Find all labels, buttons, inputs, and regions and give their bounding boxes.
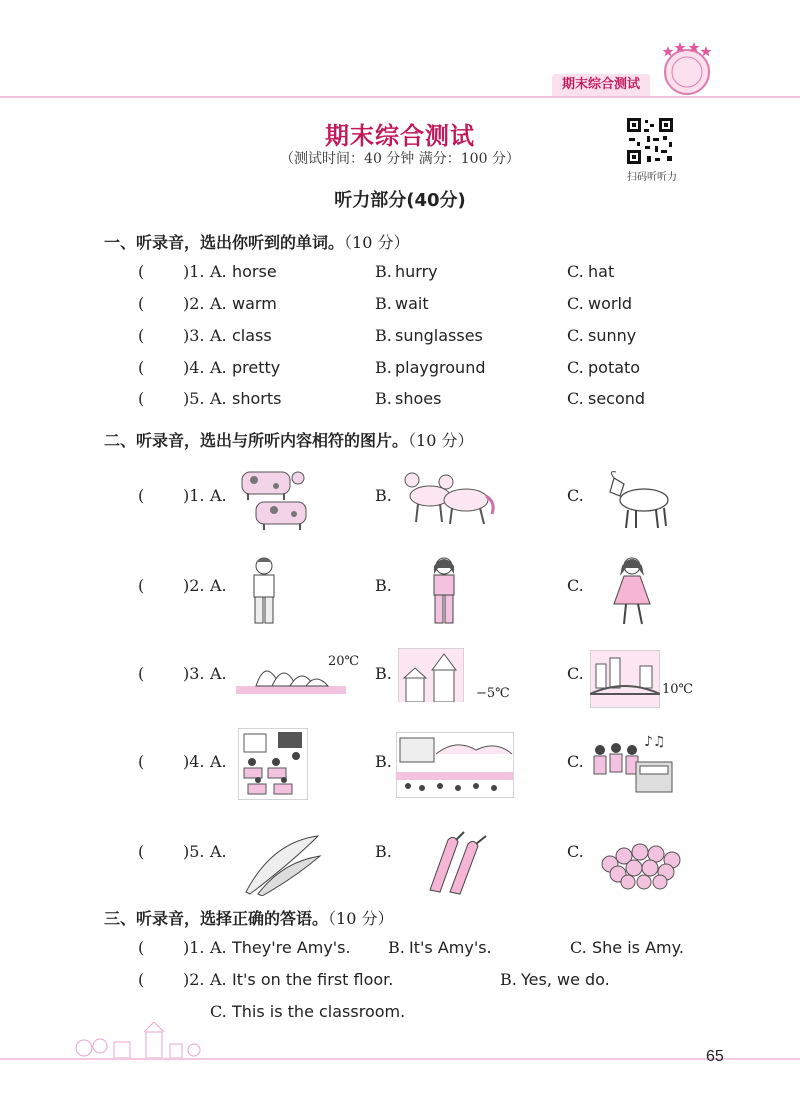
question-number: )1. xyxy=(183,486,205,505)
option-c-word: sunny xyxy=(588,326,637,345)
option-a-word: warm xyxy=(232,294,277,313)
question-number: )2. xyxy=(183,576,205,595)
answer-blank[interactable]: ( xyxy=(138,262,145,281)
question-number: )4. xyxy=(183,358,205,377)
question-number: )2. xyxy=(183,970,205,989)
option-b-letter: B. xyxy=(375,842,392,861)
option-c-letter: C. xyxy=(567,262,584,281)
snowy-town-picture[interactable] xyxy=(398,648,464,710)
temperature-label-c: 10℃ xyxy=(662,682,694,697)
option-c-answer: She is Amy. xyxy=(592,938,684,957)
answer-blank[interactable]: ( xyxy=(138,326,145,345)
option-c-word: potato xyxy=(588,358,641,377)
option-b-word: hurry xyxy=(395,262,438,281)
answer-blank[interactable]: ( xyxy=(138,752,145,771)
question-number: )3. xyxy=(183,664,205,683)
option-c-letter: C. xyxy=(210,1002,227,1021)
option-b-answer: It's Amy's. xyxy=(409,938,492,957)
option-b-word: wait xyxy=(395,294,429,313)
option-b-answer: Yes, we do. xyxy=(521,970,610,989)
qr-code-icon[interactable] xyxy=(625,116,675,166)
option-c-letter: C. xyxy=(567,326,584,345)
boy-picture[interactable] xyxy=(244,556,284,628)
option-a-letter: A. xyxy=(210,842,227,861)
option-b-letter: B. xyxy=(375,294,392,313)
question-number: )5. xyxy=(183,842,205,861)
option-b-letter: B. xyxy=(375,664,392,683)
option-b-letter: B. xyxy=(375,262,392,281)
part1-question-1 xyxy=(0,262,800,286)
playground-picture[interactable] xyxy=(396,732,514,798)
part1-points: （10 分） xyxy=(344,233,410,252)
publisher-badge xyxy=(654,38,720,98)
option-c-letter: C. xyxy=(567,486,584,505)
option-a-word: shorts xyxy=(232,389,282,408)
grapes-picture[interactable] xyxy=(594,834,690,890)
part3-title xyxy=(104,906,393,929)
option-c-letter: C. xyxy=(570,938,587,957)
question-number: )4. xyxy=(183,752,205,771)
cows-picture[interactable] xyxy=(236,464,316,534)
listening-section-heading: 听力部分(40分) xyxy=(334,190,466,211)
option-c-answer: This is the classroom. xyxy=(232,1002,406,1021)
temperature-label-a: 20℃ xyxy=(328,654,360,669)
part1-title xyxy=(104,230,409,253)
part2-title-text: 二、听录音，选出与所听内容相符的图片。 xyxy=(104,431,409,450)
option-a-letter: A. xyxy=(210,752,227,771)
footer-divider xyxy=(0,1058,800,1060)
answer-blank[interactable]: ( xyxy=(138,294,145,313)
part1-title-text: 一、听录音，选出你听到的单词。 xyxy=(104,233,345,252)
option-a-letter: A. xyxy=(210,486,227,505)
classroom-picture[interactable] xyxy=(238,728,308,800)
part3-question-1 xyxy=(0,938,800,962)
answer-blank[interactable]: ( xyxy=(138,938,145,957)
girl-picture[interactable] xyxy=(424,556,464,628)
svg-text:♪♫: ♪♫ xyxy=(644,734,666,750)
option-c-letter: C. xyxy=(567,664,584,683)
qr-code-label: 扫码听听力 xyxy=(627,172,677,183)
option-c-word: world xyxy=(588,294,633,313)
option-a-letter: A. xyxy=(210,664,227,683)
option-b-letter: B. xyxy=(375,358,392,377)
option-c-letter: C. xyxy=(567,294,584,313)
option-a-word: class xyxy=(232,326,272,345)
part3-question-2 xyxy=(0,970,800,994)
option-b-letter: B. xyxy=(375,389,392,408)
option-b-letter: B. xyxy=(388,938,405,957)
goat-picture[interactable] xyxy=(604,470,676,532)
option-b-word: playground xyxy=(395,358,486,377)
option-a-letter: A. xyxy=(210,576,227,595)
part1-question-4 xyxy=(0,358,800,382)
answer-blank[interactable]: ( xyxy=(138,389,145,408)
option-a-letter: A. xyxy=(210,326,227,345)
answer-blank[interactable]: ( xyxy=(138,358,145,377)
option-a-letter: A. xyxy=(210,389,227,408)
answer-blank[interactable]: ( xyxy=(138,664,145,683)
question-number: )1. xyxy=(183,262,205,281)
answer-blank[interactable]: ( xyxy=(138,576,145,595)
part3-points: （10 分） xyxy=(328,909,394,928)
part1-question-2 xyxy=(0,294,800,318)
page-number: 65 xyxy=(706,1048,724,1065)
option-a-letter: A. xyxy=(210,358,227,377)
option-b-letter: B. xyxy=(375,752,392,771)
part1-question-3 xyxy=(0,326,800,350)
part1-question-5 xyxy=(0,389,800,413)
option-b-letter: B. xyxy=(375,576,392,595)
castle-decoration-icon xyxy=(70,1022,210,1062)
test-info: （测试时间：40 分钟 满分：100 分） xyxy=(280,151,520,167)
horses-picture[interactable] xyxy=(400,462,500,528)
option-a-letter: A. xyxy=(210,294,227,313)
option-c-word: hat xyxy=(588,262,615,281)
music-room-picture[interactable] xyxy=(588,732,674,798)
page-title: 期末综合测试 xyxy=(325,122,475,150)
question-number: )5. xyxy=(183,389,205,408)
question-number: )3. xyxy=(183,326,205,345)
option-b-letter: B. xyxy=(500,970,517,989)
option-c-letter: C. xyxy=(567,752,584,771)
option-a-answer: It's on the first floor. xyxy=(232,970,394,989)
green-beans-picture[interactable] xyxy=(242,832,322,896)
option-a-answer: They're Amy's. xyxy=(232,938,351,957)
carrots-picture[interactable] xyxy=(420,830,490,896)
option-c-word: second xyxy=(588,389,646,408)
option-a-letter: A. xyxy=(210,970,227,989)
question-number: )2. xyxy=(183,294,205,313)
part3-title-text: 三、听录音，选择正确的答语。 xyxy=(104,909,329,928)
option-c-letter: C. xyxy=(567,842,584,861)
option-c-letter: C. xyxy=(567,389,584,408)
bridge-city-picture[interactable] xyxy=(590,650,660,708)
answer-blank[interactable]: ( xyxy=(138,970,145,989)
option-a-letter: A. xyxy=(210,262,227,281)
temperature-label-b: −5℃ xyxy=(476,686,510,701)
girl-in-dress-picture[interactable] xyxy=(608,556,658,628)
part2-title xyxy=(104,428,473,451)
option-a-word: pretty xyxy=(232,358,281,377)
header-section-tab: 期末综合测试 xyxy=(552,74,650,96)
answer-blank[interactable]: ( xyxy=(138,486,145,505)
option-c-letter: C. xyxy=(567,576,584,595)
header-divider xyxy=(0,96,800,98)
option-c-letter: C. xyxy=(567,358,584,377)
option-b-letter: B. xyxy=(375,326,392,345)
option-b-letter: B. xyxy=(375,486,392,505)
option-b-word: shoes xyxy=(395,389,442,408)
option-a-letter: A. xyxy=(210,938,227,957)
answer-blank[interactable]: ( xyxy=(138,842,145,861)
question-number: )1. xyxy=(183,938,205,957)
option-b-word: sunglasses xyxy=(395,326,483,345)
part2-points: （10 分） xyxy=(408,431,474,450)
option-a-word: horse xyxy=(232,262,277,281)
